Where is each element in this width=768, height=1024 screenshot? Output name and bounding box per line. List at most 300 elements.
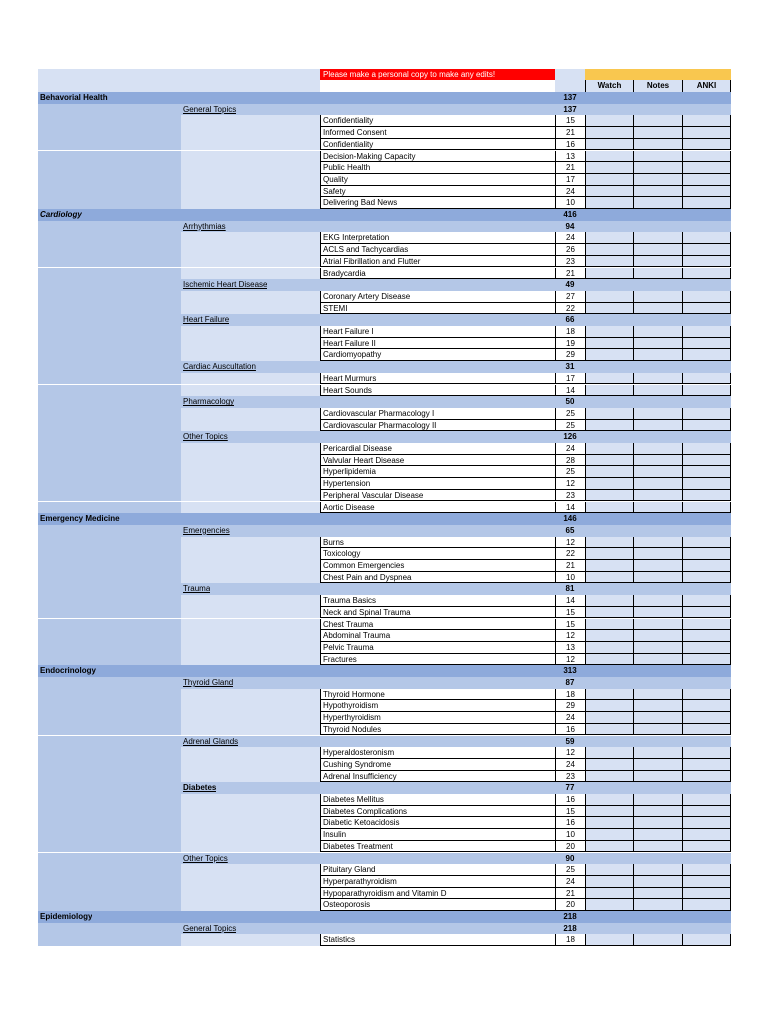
topic-row (38, 876, 731, 888)
subsection-title[interactable]: General Topics (183, 923, 237, 933)
subsection-row (38, 525, 731, 537)
topic-name[interactable]: Hyperlipidemia (320, 466, 555, 478)
watch-cell[interactable] (585, 934, 633, 946)
anki-cell[interactable] (682, 408, 731, 420)
row-indent (38, 127, 181, 139)
topic-count: 23 (555, 256, 585, 268)
row-indent (38, 864, 181, 876)
topic-name[interactable]: Common Emergencies (320, 560, 555, 572)
topic-name[interactable]: Heart Murmurs (320, 373, 555, 385)
anki-cell[interactable] (682, 291, 731, 303)
anki-cell[interactable] (682, 841, 731, 853)
row-indent (38, 934, 181, 946)
watch-cell[interactable] (585, 326, 633, 338)
topic-count: 12 (555, 537, 585, 549)
watch-cell[interactable] (585, 186, 633, 198)
row-indent (181, 268, 320, 280)
watch-cell[interactable] (585, 197, 633, 209)
anki-cell[interactable] (682, 197, 731, 209)
notes-cell[interactable] (633, 548, 682, 560)
topic-row (38, 127, 731, 139)
topic-name[interactable]: Safety (320, 186, 555, 198)
subsection-indent (38, 782, 181, 794)
subsection-indent (38, 104, 181, 116)
notes-cell[interactable] (633, 572, 682, 584)
notes-cell[interactable] (633, 654, 682, 666)
section-bar (38, 911, 731, 923)
topic-name[interactable]: Heart Failure II (320, 338, 555, 350)
topic-name[interactable]: Fractures (320, 654, 555, 666)
anki-cell[interactable] (682, 934, 731, 946)
topic-name[interactable]: Quality (320, 174, 555, 186)
topic-count: 25 (555, 420, 585, 432)
notes-cell[interactable] (633, 174, 682, 186)
watch-cell[interactable] (585, 724, 633, 736)
subsection-title[interactable]: General Topics (183, 104, 237, 114)
anki-cell[interactable] (682, 127, 731, 139)
watch-cell[interactable] (585, 174, 633, 186)
topic-name[interactable]: Toxicology (320, 548, 555, 560)
watch-cell[interactable] (585, 443, 633, 455)
anki-cell[interactable] (682, 338, 731, 350)
notes-cell[interactable] (633, 502, 682, 514)
notes-cell[interactable] (633, 162, 682, 174)
watch-cell[interactable] (585, 349, 633, 361)
topic-name[interactable]: Cushing Syndrome (320, 759, 555, 771)
watch-cell[interactable] (585, 689, 633, 701)
notes-cell[interactable] (633, 338, 682, 350)
topic-name[interactable]: Atrial Fibrillation and Flutter (320, 256, 555, 268)
subsection-title[interactable]: Diabetes (183, 783, 217, 793)
notes-cell[interactable] (633, 607, 682, 619)
notes-cell[interactable] (633, 385, 682, 397)
anki-cell[interactable] (682, 817, 731, 829)
subsection-row (38, 583, 731, 595)
topic-name[interactable]: Diabetes Complications (320, 806, 555, 818)
topic-row (38, 139, 731, 151)
anki-cell[interactable] (682, 619, 731, 631)
anki-cell[interactable] (682, 630, 731, 642)
row-indent (181, 794, 320, 806)
watch-cell[interactable] (585, 794, 633, 806)
notes-cell[interactable] (633, 700, 682, 712)
topic-count: 13 (555, 642, 585, 654)
anki-cell[interactable] (682, 466, 731, 478)
anki-cell[interactable] (682, 232, 731, 244)
topic-count: 16 (555, 817, 585, 829)
topic-name[interactable]: Trauma Basics (320, 595, 555, 607)
anki-cell[interactable] (682, 373, 731, 385)
anki-cell[interactable] (682, 829, 731, 841)
watch-cell[interactable] (585, 502, 633, 514)
topic-count: 16 (555, 724, 585, 736)
watch-cell[interactable] (585, 712, 633, 724)
watch-cell[interactable] (585, 876, 633, 888)
watch-cell[interactable] (585, 747, 633, 759)
subsection-total: 59 (565, 736, 575, 746)
topic-name[interactable]: Hyperaldosteronism (320, 747, 555, 759)
watch-cell[interactable] (585, 490, 633, 502)
anki-cell[interactable] (682, 502, 731, 514)
topic-name[interactable]: Adrenal Insufficiency (320, 771, 555, 783)
anki-cell[interactable] (682, 443, 731, 455)
anki-cell[interactable] (682, 455, 731, 467)
notes-cell[interactable] (633, 934, 682, 946)
anki-cell[interactable] (682, 186, 731, 198)
subsection-indent (38, 279, 181, 291)
anki-cell[interactable] (682, 385, 731, 397)
row-indent (38, 139, 181, 151)
notes-cell[interactable] (633, 724, 682, 736)
notes-cell[interactable] (633, 537, 682, 549)
row-indent (38, 689, 181, 701)
watch-cell[interactable] (585, 700, 633, 712)
topic-count: 24 (555, 186, 585, 198)
watch-cell[interactable] (585, 268, 633, 280)
anki-cell[interactable] (682, 303, 731, 315)
topic-name[interactable]: Hyperparathyroidism (320, 876, 555, 888)
topic-name[interactable]: Pericardial Disease (320, 443, 555, 455)
subsection-title[interactable]: Heart Failure (183, 315, 230, 325)
watch-cell[interactable] (585, 548, 633, 560)
row-indent (38, 244, 181, 256)
anki-cell[interactable] (682, 244, 731, 256)
notes-cell[interactable] (633, 268, 682, 280)
anki-cell[interactable] (682, 151, 731, 163)
topic-name[interactable]: Confidentiality (320, 115, 555, 127)
subsection-title[interactable]: Other Topics (183, 853, 228, 863)
notes-cell[interactable] (633, 642, 682, 654)
topic-name[interactable]: Thyroid Nodules (320, 724, 555, 736)
section-total: 146 (563, 514, 577, 524)
watch-cell[interactable] (585, 771, 633, 783)
topic-name[interactable]: Diabetes Treatment (320, 841, 555, 853)
topic-name[interactable]: Hypoparathyroidism and Vitamin D (320, 888, 555, 900)
topic-name[interactable]: Cardiovascular Pharmacology I (320, 408, 555, 420)
topic-name[interactable]: Hypothyroidism (320, 700, 555, 712)
topic-name[interactable]: Peripheral Vascular Disease (320, 490, 555, 502)
notes-cell[interactable] (633, 630, 682, 642)
row-indent (181, 876, 320, 888)
row-indent (181, 256, 320, 268)
watch-cell[interactable] (585, 829, 633, 841)
topic-row (38, 537, 731, 549)
notes-cell[interactable] (633, 829, 682, 841)
topic-name[interactable]: Thyroid Hormone (320, 689, 555, 701)
notes-cell[interactable] (633, 466, 682, 478)
watch-cell[interactable] (585, 864, 633, 876)
watch-cell[interactable] (585, 151, 633, 163)
topic-count: 14 (555, 595, 585, 607)
subsection-title[interactable]: Emergencies (183, 525, 230, 535)
notes-cell[interactable] (633, 115, 682, 127)
row-indent (181, 934, 320, 946)
anki-cell[interactable] (682, 759, 731, 771)
subsection-indent (38, 677, 181, 689)
notes-cell[interactable] (633, 689, 682, 701)
topic-name[interactable]: Informed Consent (320, 127, 555, 139)
anki-cell[interactable] (682, 747, 731, 759)
topic-name[interactable]: Neck and Spinal Trauma (320, 607, 555, 619)
watch-cell[interactable] (585, 560, 633, 572)
topic-row (38, 595, 731, 607)
topic-name[interactable]: Chest Trauma (320, 619, 555, 631)
watch-cell[interactable] (585, 244, 633, 256)
subsection-indent (38, 361, 181, 373)
subsection-title[interactable]: Ischemic Heart Disease (183, 280, 268, 290)
anki-cell[interactable] (682, 888, 731, 900)
topic-name[interactable]: Bradycardia (320, 268, 555, 280)
subsection-indent (38, 853, 181, 865)
row-indent (181, 197, 320, 209)
subsection-title[interactable]: Adrenal Glands (183, 736, 239, 746)
notes-cell[interactable] (633, 420, 682, 432)
anki-cell[interactable] (682, 771, 731, 783)
notes-cell[interactable] (633, 478, 682, 490)
anki-cell[interactable] (682, 548, 731, 560)
anki-cell[interactable] (682, 478, 731, 490)
tracker-header-highlight (585, 69, 731, 80)
topic-name[interactable]: Decision-Making Capacity (320, 151, 555, 163)
anki-cell[interactable] (682, 256, 731, 268)
topic-name[interactable]: Chest Pain and Dyspnea (320, 572, 555, 584)
section-title: Cardiology (40, 210, 82, 219)
row-indent (38, 197, 181, 209)
anki-cell[interactable] (682, 537, 731, 549)
watch-cell[interactable] (585, 139, 633, 151)
anki-cell[interactable] (682, 139, 731, 151)
notes-cell[interactable] (633, 291, 682, 303)
watch-cell[interactable] (585, 455, 633, 467)
row-indent (181, 829, 320, 841)
notes-cell[interactable] (633, 408, 682, 420)
topic-row (38, 548, 731, 560)
anki-cell[interactable] (682, 268, 731, 280)
anki-cell[interactable] (682, 689, 731, 701)
row-indent (38, 408, 181, 420)
topic-name[interactable]: Diabetes Mellitus (320, 794, 555, 806)
anki-cell[interactable] (682, 326, 731, 338)
row-indent (181, 502, 320, 514)
notes-cell[interactable] (633, 455, 682, 467)
watch-cell[interactable] (585, 654, 633, 666)
row-indent (181, 115, 320, 127)
notes-cell[interactable] (633, 794, 682, 806)
anki-cell[interactable] (682, 899, 731, 911)
topic-name[interactable]: Public Health (320, 162, 555, 174)
watch-cell[interactable] (585, 466, 633, 478)
topic-name[interactable]: Pelvic Trauma (320, 642, 555, 654)
notes-cell[interactable] (633, 373, 682, 385)
anki-cell[interactable] (682, 595, 731, 607)
topic-row (38, 232, 731, 244)
anki-cell[interactable] (682, 876, 731, 888)
anki-cell[interactable] (682, 174, 731, 186)
watch-cell[interactable] (585, 888, 633, 900)
subsection-title[interactable]: Arrhythmias (183, 221, 226, 231)
row-indent (181, 607, 320, 619)
row-indent (181, 712, 320, 724)
row-indent (181, 642, 320, 654)
watch-cell[interactable] (585, 291, 633, 303)
topic-name[interactable]: Osteoporosis (320, 899, 555, 911)
subsection-row (38, 314, 731, 326)
topic-name[interactable]: Hypertension (320, 478, 555, 490)
row-indent (181, 420, 320, 432)
subsection-row (38, 279, 731, 291)
notes-cell[interactable] (633, 595, 682, 607)
anki-cell[interactable] (682, 654, 731, 666)
notes-cell[interactable] (633, 256, 682, 268)
topic-count: 27 (555, 291, 585, 303)
watch-cell[interactable] (585, 619, 633, 631)
anki-cell[interactable] (682, 794, 731, 806)
watch-cell[interactable] (585, 478, 633, 490)
anki-cell[interactable] (682, 560, 731, 572)
notes-cell[interactable] (633, 759, 682, 771)
topic-name[interactable]: Valvular Heart Disease (320, 455, 555, 467)
watch-cell[interactable] (585, 338, 633, 350)
row-indent (181, 490, 320, 502)
watch-cell[interactable] (585, 759, 633, 771)
notes-cell[interactable] (633, 560, 682, 572)
subsection-title[interactable]: Other Topics (183, 432, 228, 442)
anki-cell[interactable] (682, 162, 731, 174)
watch-cell[interactable] (585, 373, 633, 385)
watch-cell[interactable] (585, 408, 633, 420)
row-indent (38, 385, 181, 397)
topic-name[interactable]: ACLS and Tachycardias (320, 244, 555, 256)
topic-name[interactable]: Heart Sounds (320, 385, 555, 397)
topic-name[interactable]: Hyperthyroidism (320, 712, 555, 724)
watch-cell[interactable] (585, 595, 633, 607)
notes-cell[interactable] (633, 197, 682, 209)
watch-cell[interactable] (585, 630, 633, 642)
topic-name[interactable]: Statistics (320, 934, 555, 946)
topic-name[interactable]: Confidentiality (320, 139, 555, 151)
watch-cell[interactable] (585, 232, 633, 244)
notes-cell[interactable] (633, 876, 682, 888)
anki-cell[interactable] (682, 115, 731, 127)
notes-cell[interactable] (633, 303, 682, 315)
watch-cell[interactable] (585, 385, 633, 397)
notes-cell[interactable] (633, 139, 682, 151)
subsection-row (38, 396, 731, 408)
topic-name[interactable]: Pituitary Gland (320, 864, 555, 876)
topic-name[interactable]: STEMI (320, 303, 555, 315)
watch-cell[interactable] (585, 572, 633, 584)
anki-cell[interactable] (682, 724, 731, 736)
anki-cell[interactable] (682, 806, 731, 818)
notes-cell[interactable] (633, 841, 682, 853)
topic-row (38, 771, 731, 783)
anki-cell[interactable] (682, 490, 731, 502)
topic-count: 15 (555, 115, 585, 127)
topic-name[interactable]: Insulin (320, 829, 555, 841)
anki-cell[interactable] (682, 642, 731, 654)
topic-count: 15 (555, 806, 585, 818)
topic-row (38, 700, 731, 712)
subsection-title[interactable]: Cardiac Auscultation (183, 362, 256, 372)
topic-name[interactable]: Delivering Bad News (320, 197, 555, 209)
topic-count: 21 (555, 888, 585, 900)
watch-cell[interactable] (585, 607, 633, 619)
notes-cell[interactable] (633, 806, 682, 818)
row-indent (38, 712, 181, 724)
subsection-title[interactable]: Trauma (183, 584, 211, 594)
subsection-title[interactable]: Thyroid Gland (183, 678, 234, 687)
notes-cell[interactable] (633, 712, 682, 724)
topic-name[interactable]: Diabetic Ketoacidosis (320, 817, 555, 829)
topic-name[interactable]: Burns (320, 537, 555, 549)
watch-cell[interactable] (585, 841, 633, 853)
notes-cell[interactable] (633, 888, 682, 900)
notes-cell[interactable] (633, 232, 682, 244)
topic-name[interactable]: Cardiomyopathy (320, 349, 555, 361)
notes-cell[interactable] (633, 864, 682, 876)
row-indent (38, 724, 181, 736)
notes-cell[interactable] (633, 186, 682, 198)
subsection-title[interactable]: Pharmacology (183, 397, 235, 407)
anki-cell[interactable] (682, 607, 731, 619)
notes-cell[interactable] (633, 490, 682, 502)
anki-cell[interactable] (682, 349, 731, 361)
watch-cell[interactable] (585, 537, 633, 549)
topic-name[interactable]: EKG Interpretation (320, 232, 555, 244)
anki-cell[interactable] (682, 864, 731, 876)
row-indent (181, 560, 320, 572)
notes-cell[interactable] (633, 747, 682, 759)
watch-cell[interactable] (585, 127, 633, 139)
topic-name[interactable]: Abdominal Trauma (320, 630, 555, 642)
subsection-row (38, 431, 731, 443)
topic-name[interactable]: Coronary Artery Disease (320, 291, 555, 303)
watch-cell[interactable] (585, 303, 633, 315)
notes-cell[interactable] (633, 349, 682, 361)
watch-cell[interactable] (585, 806, 633, 818)
anki-cell[interactable] (682, 712, 731, 724)
topic-row (38, 747, 731, 759)
watch-cell[interactable] (585, 162, 633, 174)
topic-count: 13 (555, 151, 585, 163)
notes-cell[interactable] (633, 326, 682, 338)
section-total: 137 (563, 93, 577, 102)
topic-name[interactable]: Cardiovascular Pharmacology II (320, 420, 555, 432)
watch-cell[interactable] (585, 420, 633, 432)
notes-cell[interactable] (633, 127, 682, 139)
notes-cell[interactable] (633, 443, 682, 455)
anki-cell[interactable] (682, 420, 731, 432)
notes-cell[interactable] (633, 619, 682, 631)
notes-cell[interactable] (633, 771, 682, 783)
topic-count: 12 (555, 630, 585, 642)
notes-cell[interactable] (633, 817, 682, 829)
topic-row (38, 338, 731, 350)
watch-cell[interactable] (585, 115, 633, 127)
anki-cell[interactable] (682, 572, 731, 584)
notes-cell[interactable] (633, 244, 682, 256)
watch-cell[interactable] (585, 899, 633, 911)
topic-count: 23 (555, 490, 585, 502)
topic-name[interactable]: Aortic Disease (320, 502, 555, 514)
watch-cell[interactable] (585, 642, 633, 654)
watch-cell[interactable] (585, 817, 633, 829)
topic-name[interactable]: Heart Failure I (320, 326, 555, 338)
notes-cell[interactable] (633, 899, 682, 911)
watch-cell[interactable] (585, 256, 633, 268)
anki-cell[interactable] (682, 700, 731, 712)
notes-cell[interactable] (633, 151, 682, 163)
